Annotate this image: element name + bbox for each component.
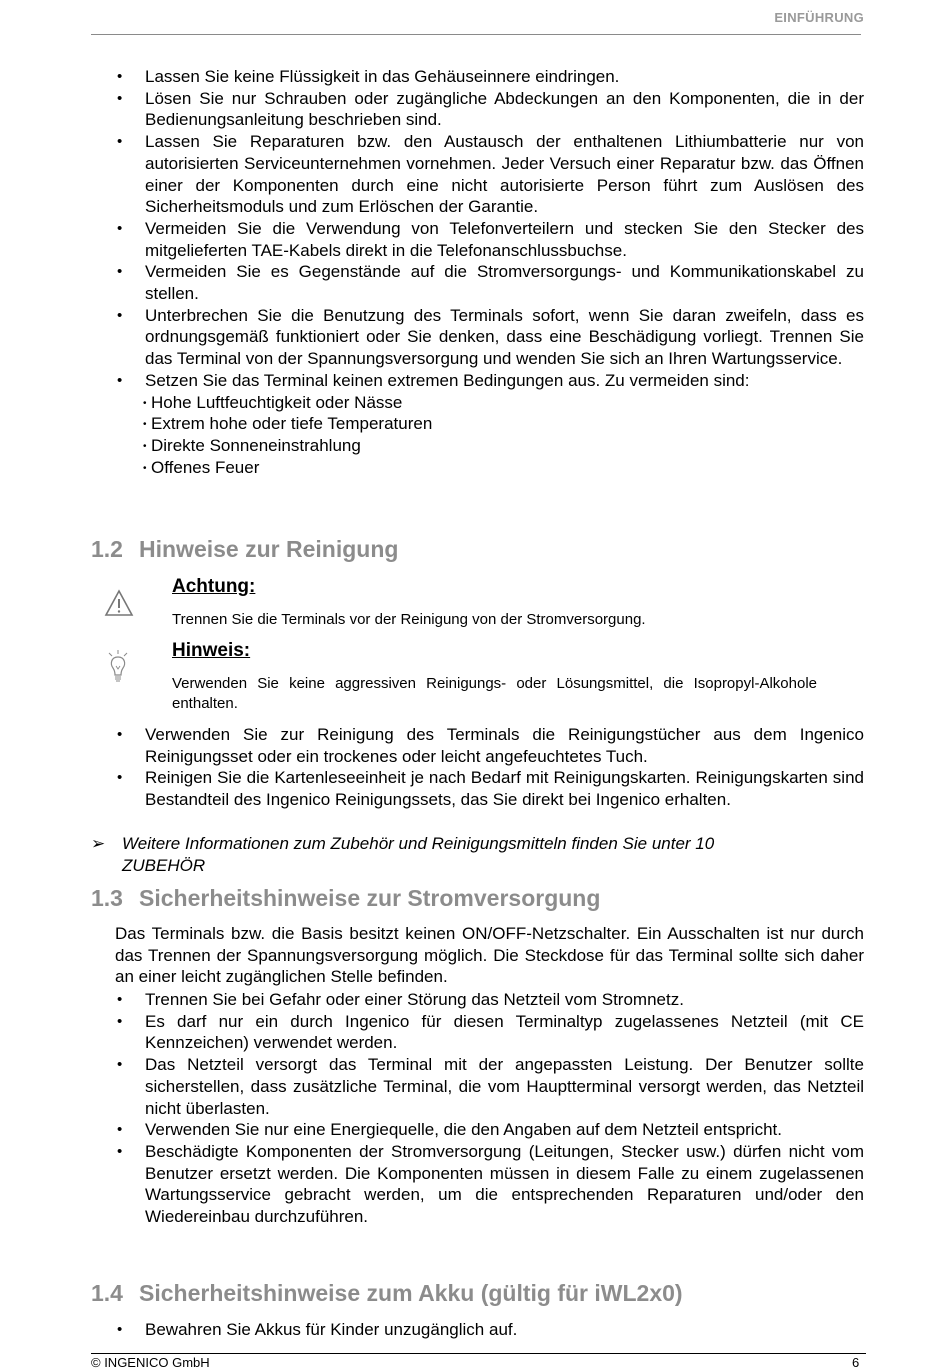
list-item: • Reinigen Sie die Kartenleseeinheit je nach Bedarf mit Reinigungskarten. Reinigungskarten sind Bestandteil des Ingenico Reinigungssets, das Sie direkt bei Ingenico erhalten. bbox=[145, 767, 864, 810]
safety-bullet-list bbox=[145, 66, 864, 478]
list-item: • Es darf nur ein durch Ingenico für diesen Terminaltyp zugelassenes Netzteil (mit CE Kennzeichen) verwendet werden. bbox=[145, 1011, 864, 1054]
arrow-bullet-icon: ➢ bbox=[91, 834, 106, 853]
page-number: 6 bbox=[852, 1355, 860, 1370]
condition-item: • Hohe Luftfeuchtigkeit oder Nässe bbox=[145, 392, 864, 414]
list-item: • Setzen Sie das Terminal keinen extremen Bedingungen aus. Zu vermeiden sind: bbox=[145, 370, 864, 392]
footer-divider bbox=[91, 1353, 866, 1354]
section-heading-1-4 bbox=[91, 1280, 683, 1307]
condition-item: • Offenes Feuer bbox=[145, 457, 864, 479]
list-item: • Beschädigte Komponenten der Stromversorgung (Leitungen, Stecker usw.) dürfen nicht vom Benutzer ersetzt werden. Die Komponenten müssen in diesem Falle zu einem zugelassenen Wartungsservice gebracht werden, um die entsprechenden Reparaturen und/oder den Wiedereinbau durchzuführen. bbox=[145, 1141, 864, 1228]
cleaning-bullet-list bbox=[145, 724, 864, 811]
warning-title: Achtung: bbox=[172, 576, 256, 597]
list-item: • Unterbrechen Sie die Benutzung des Terminals sofort, wenn Sie daran zweifeln, dass es ordnungsgemäß funktioniert oder Sie denken, dass eine Beschädigung vorliegt. Trennen Sie das Terminal von der Spannungsversorgung und wenden Sie sich an Ihren Wartungsservice. bbox=[145, 305, 864, 370]
section-number: 1.4 bbox=[91, 1280, 123, 1306]
cross-reference bbox=[91, 833, 791, 876]
section-number: 1.3 bbox=[91, 885, 123, 911]
cross-reference-text: Weitere Informationen zum Zubehör und Reinigungsmitteln finden Sie unter 10 ZUBEHÖR bbox=[122, 834, 715, 875]
section-heading-1-2 bbox=[91, 536, 398, 563]
running-header: EINFÜHRUNG bbox=[774, 10, 864, 25]
list-item: • Das Netzteil versorgt das Terminal mit der angepassten Leistung. Der Benutzer sollte sicherstellen, dass zusätzliche Terminal, die vom Hauptterminal versorgt werden, das Netzteil nicht überlasten. bbox=[145, 1054, 864, 1119]
list-item: • Verwenden Sie nur eine Energiequelle, die den Angaben auf dem Netzteil entspricht. bbox=[145, 1119, 864, 1141]
header-divider bbox=[91, 34, 861, 35]
section-title: Hinweise zur Reinigung bbox=[139, 536, 399, 562]
section-heading-1-3 bbox=[91, 885, 600, 912]
hint-text: Verwenden Sie keine aggressiven Reinigungs- oder Lösungsmittel, die Isopropyl-Alkohole enthalten. bbox=[172, 675, 817, 712]
warning-triangle-icon bbox=[104, 588, 134, 618]
condition-item: • Direkte Sonneneinstrahlung bbox=[145, 435, 864, 457]
list-item: • Bewahren Sie Akkus für Kinder unzugänglich auf. bbox=[145, 1319, 864, 1341]
list-item: • Trennen Sie bei Gefahr oder einer Störung das Netzteil vom Stromnetz. bbox=[145, 989, 864, 1011]
battery-bullet-list bbox=[145, 1319, 864, 1341]
warning-text: Trennen Sie die Terminals vor der Reinigung von der Stromversorgung. bbox=[172, 611, 646, 628]
section-title: Sicherheitshinweise zur Stromversorgung bbox=[139, 885, 601, 911]
list-item: • Vermeiden Sie die Verwendung von Telefonverteilern und stecken Sie den Stecker des mitgelieferten TAE-Kabels direkt in die Telefonanschlussbuchse. bbox=[145, 218, 864, 261]
power-intro-paragraph: Das Terminals bzw. die Basis besitzt keinen ON/OFF-Netzschalter. Ein Ausschalten ist nur durch das Trennen der Spannungsversorgung möglich. Die Steckdose für das Terminal sollte sich daher an einer leicht zugänglichen Stelle befinden. bbox=[115, 924, 864, 987]
list-item: • Verwenden Sie zur Reinigung des Terminals die Reinigungstücher aus dem Ingenico Reinigungsset oder ein trockenes oder leicht angefeuchtetes Tuch. bbox=[145, 724, 864, 767]
hint-title: Hinweis: bbox=[172, 640, 251, 661]
condition-item: • Extrem hohe oder tiefe Temperaturen bbox=[145, 413, 864, 435]
section-title: Sicherheitshinweise zum Akku (gültig für iWL2x0) bbox=[139, 1280, 683, 1306]
lightbulb-icon bbox=[106, 649, 130, 687]
footer-copyright: © INGENICO GmbH bbox=[91, 1355, 210, 1370]
list-item: • Lassen Sie keine Flüssigkeit in das Gehäuseinnere eindringen. bbox=[145, 66, 864, 88]
power-bullet-list bbox=[145, 989, 864, 1228]
list-item: • Vermeiden Sie es Gegenstände auf die Stromversorgungs- und Kommunikationskabel zu stellen. bbox=[145, 261, 864, 304]
list-item: • Lösen Sie nur Schrauben oder zugängliche Abdeckungen an den Komponenten, die in der Bedienungsanleitung beschrieben sind. bbox=[145, 88, 864, 131]
section-number: 1.2 bbox=[91, 536, 123, 562]
list-item: • Lassen Sie Reparaturen bzw. den Austausch der enthaltenen Lithiumbatterie nur von autorisierten Serviceunternehmen vornehmen. Jeder Versuch einer Reparatur bzw. das Öffnen einer der Komponenten durch eine nicht autorisierte Person führt zum Auslösen des Sicherheitsmoduls und zum Erlöschen der Garantie. bbox=[145, 131, 864, 218]
